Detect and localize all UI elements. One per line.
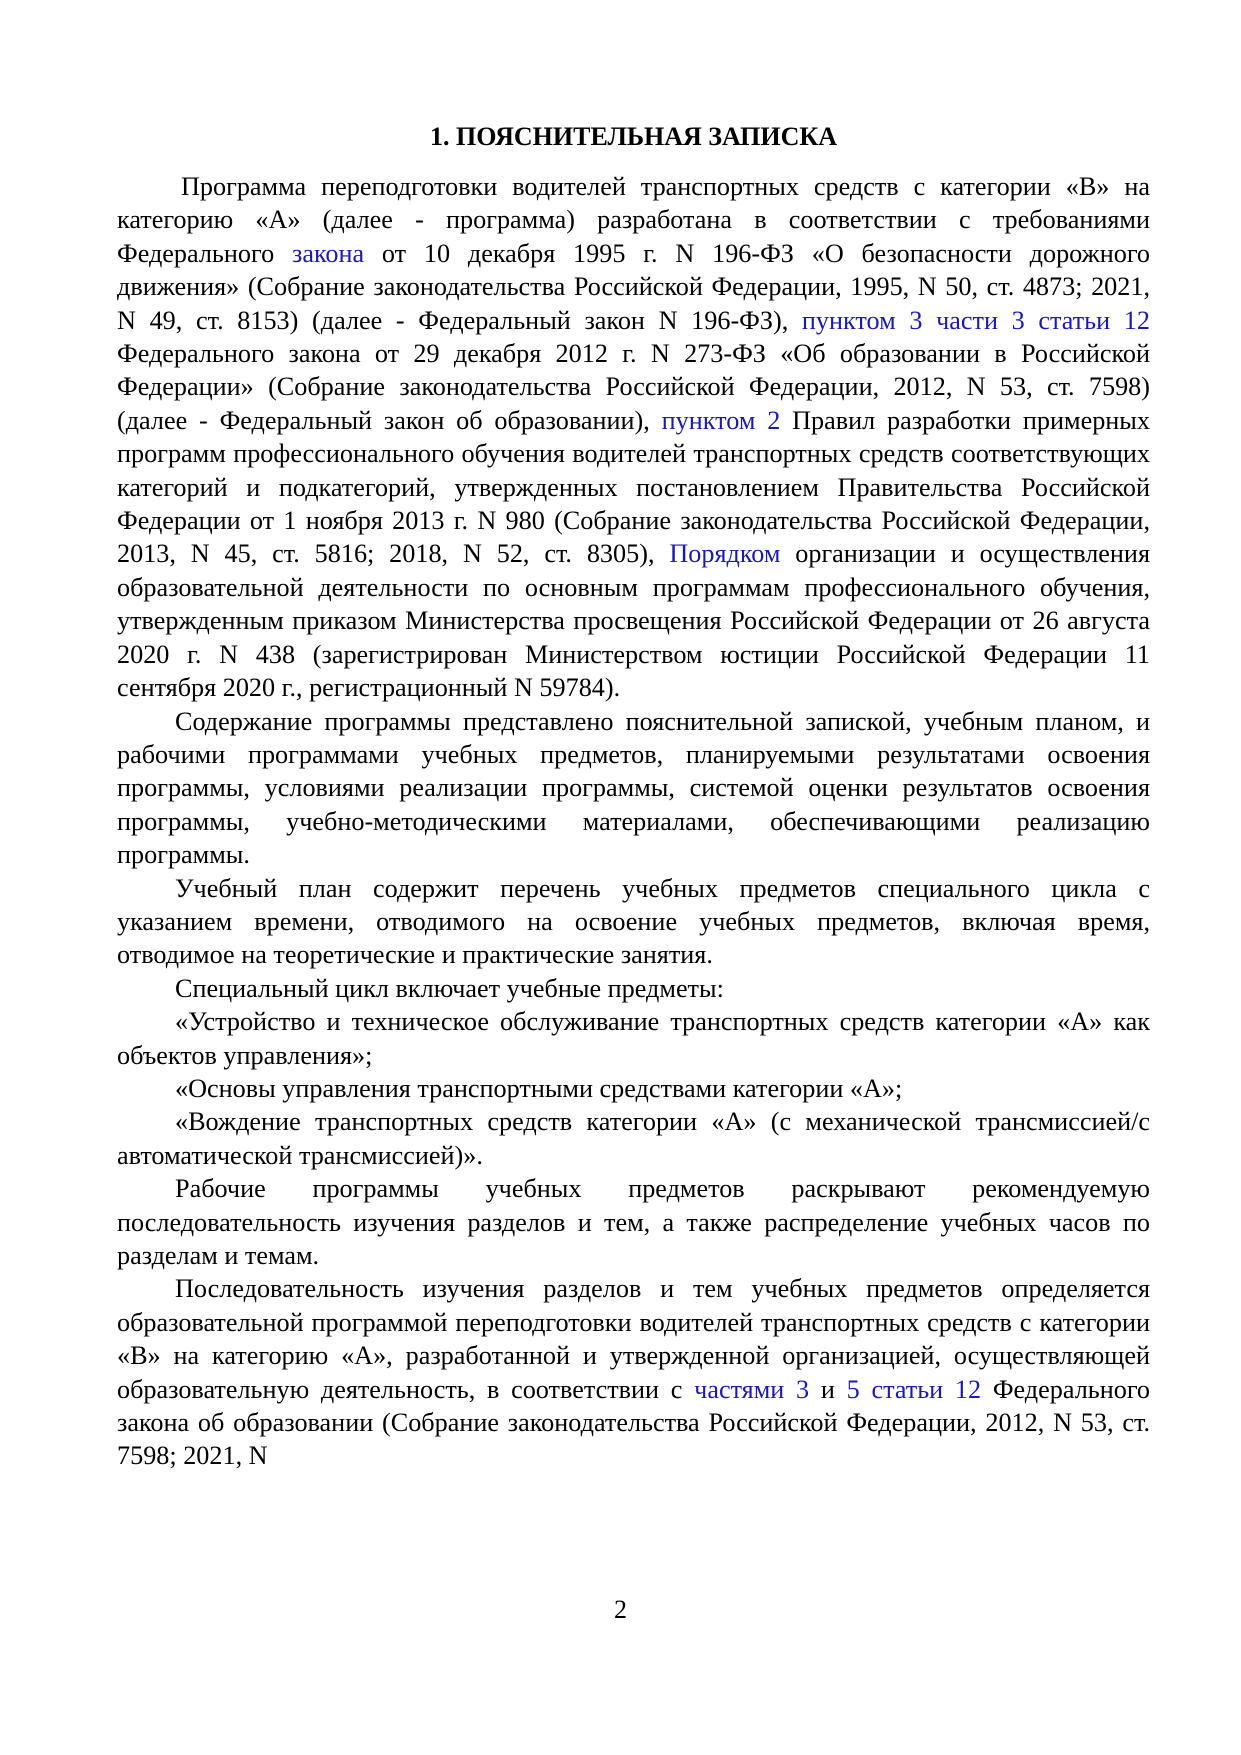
paragraph-text: организации и осуществления образовательной деятельности по основным программам профессионального обучения, утвержденным приказом Министерства просвещения Российской Федерации от 26 августа 2020 г. N 438 (зарегистрирован Министерством юстиции Российской Федерации 11 сентября 2020 г., регистрационный N 59784). (117, 539, 1150, 703)
legal-reference-link[interactable]: Порядком (669, 539, 781, 569)
paragraph-text: Программа переподготовки водителей транспортных средств с категории «В» на категорию «А» (далее - программа) разработана в соответствии с требованиями Федерального (117, 172, 1150, 268)
paragraph (117, 705, 1150, 872)
paragraph-text: Учебный план содержит перечень учебных предметов специального цикла с указанием времени, отводимого на освоение учебных предметов, включая время, отводимое на теоретические и практические занятия. (117, 873, 1150, 970)
legal-reference-link[interactable]: закона (291, 238, 365, 268)
legal-reference-link[interactable]: 5 статьи 12 (846, 1374, 982, 1404)
legal-reference-link[interactable]: пунктом 2 (661, 405, 781, 435)
paragraph (117, 872, 1150, 972)
paragraph-text: «Вождение транспортных средств категории «А» (с механической трансмиссией/с автоматической трансмиссией)». (117, 1107, 1150, 1170)
paragraph (117, 972, 1150, 1005)
paragraph-text: Последовательность изучения разделов и тем учебных предметов определяется образовательной программой переподготовки водителей транспортных средств с категории «В» на категорию «А», разработанной и утвержденной организацией, осуществляющей образовательную деятельность, в соответствии с (117, 1274, 1150, 1404)
paragraph-text: Специальный цикл включает учебные предметы: (175, 973, 724, 1003)
paragraph-text: Федерального закона об образовании (Собрание законодательства Российской Федерации, 2012, N 53, ст. 7598; 2021, N (117, 1374, 1151, 1471)
legal-reference-link[interactable]: пунктом 3 части 3 статьи 12 (801, 305, 1150, 335)
paragraph-text: Содержание программы представлено пояснительной запиской, учебным планом, и рабочими программами учебных предметов, планируемыми результатами освоения программы, условиями реализации программы, системой оценки результатов освоения программы, учебно-методическими материалами, обеспечивающими реализацию программы. (117, 706, 1150, 870)
paragraph-text: и (809, 1374, 847, 1404)
paragraph-text: Рабочие программы учебных предметов раскрывают рекомендуемую последовательность изучения разделов и тем, а также распределение учебных часов по разделам и темам. (117, 1174, 1150, 1270)
section-title: 1. ПОЯСНИТЕЛЬНАЯ ЗАПИСКА (429, 122, 838, 151)
paragraph (117, 170, 1150, 705)
page-number: 2 (614, 1595, 627, 1624)
paragraph (117, 1272, 1150, 1472)
paragraph (117, 1005, 1150, 1072)
paragraph-text: от 10 декабря 1995 г. N 196-ФЗ «О безопасности дорожного движения» (Собрание законодательства Российской Федерации, 1995, N 50, ст. 4873; 2021, N 49, ст. 8153) (далее - Федеральный закон N 196-ФЗ), (117, 238, 1150, 335)
paragraph-text: «Основы управления транспортными средствами категории «А»; (175, 1073, 903, 1103)
paragraph-text: Федерального закона от 29 декабря 2012 г. N 273-ФЗ «Об образовании в Российской Федерации» (Собрание законодательства Российской Федерации, 2012, N 53, ст. 7598) (далее - Федеральный закон об образовании), (117, 339, 1150, 435)
paragraph (117, 1172, 1150, 1272)
paragraph (117, 1105, 1150, 1172)
legal-reference-link[interactable]: частями 3 (694, 1374, 810, 1404)
document-page (117, 110, 1150, 1473)
paragraph-text: «Устройство и техническое обслуживание транспортных средств категории «А» как объектов управления»; (117, 1007, 1150, 1070)
paragraph-text: Правил разработки примерных программ профессионального обучения водителей транспортных средств соответствующих категорий и подкатегорий, утвержденных постановлением Правительства Российской Федерации от 1 ноября 2013 г. N 980 (Собрание законодательства Российской Федерации, 2013, N 45, ст. 5816; 2018, N 52, ст. 8305), (117, 405, 1150, 569)
document-body (117, 170, 1150, 1473)
paragraph (117, 1072, 1150, 1105)
